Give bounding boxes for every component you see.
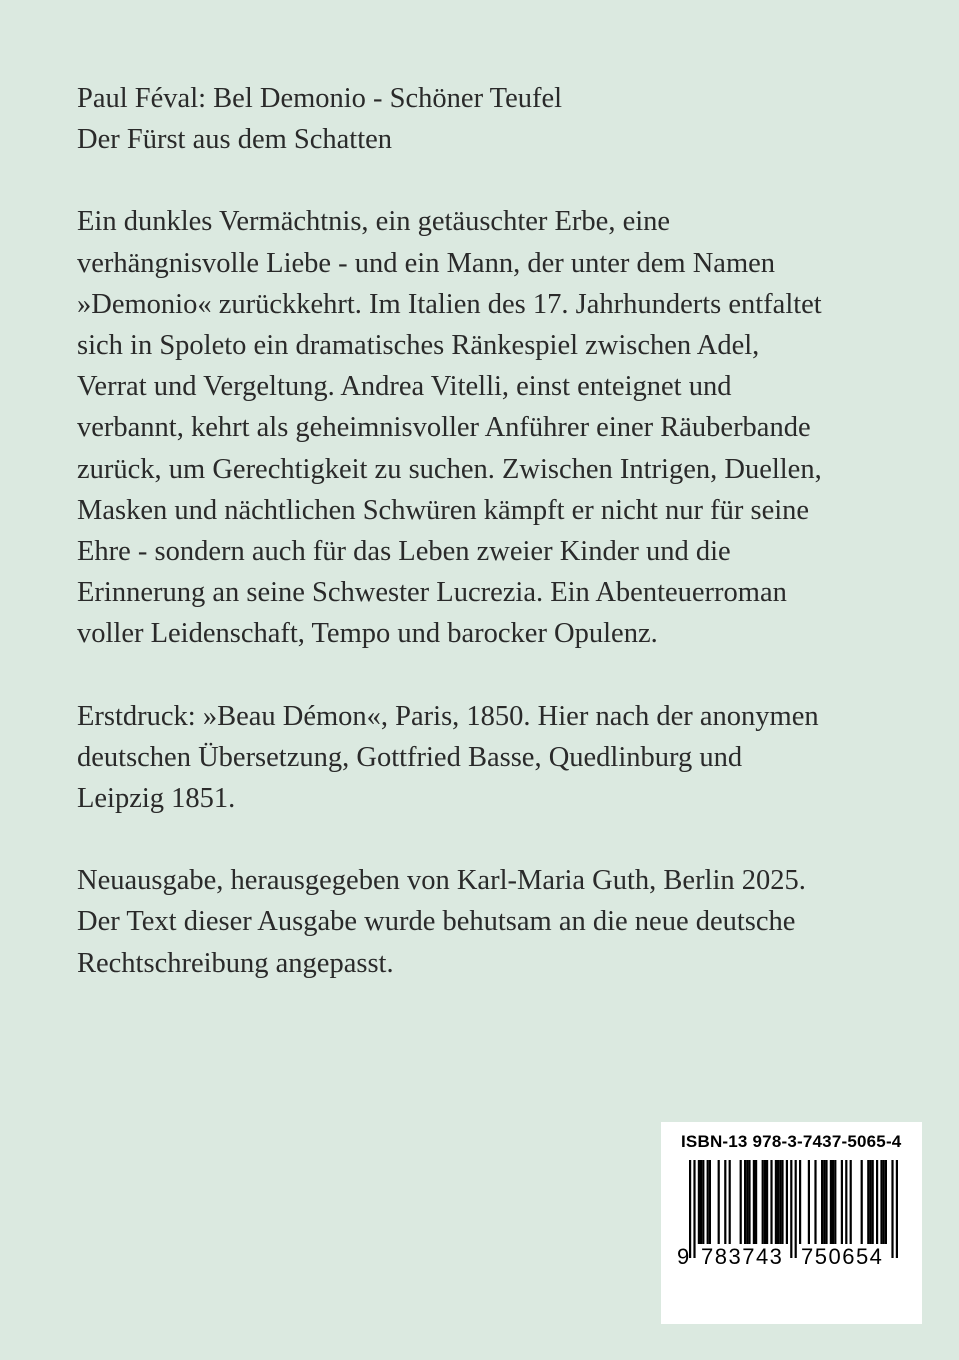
barcode-digit-left-group: 783743 xyxy=(701,1244,784,1269)
barcode-digit-right-group: 750654 xyxy=(801,1244,884,1269)
barcode-bar xyxy=(883,1160,885,1244)
new-edition-line: Der Text dieser Ausgabe wurde behutsam an die neue deutsche xyxy=(77,906,796,938)
barcode-bar xyxy=(781,1160,783,1244)
book-subtitle: Der Fürst aus dem Schatten xyxy=(77,124,393,156)
barcode-bar xyxy=(841,1160,843,1244)
new-edition-line: Neuausgabe, herausgegeben von Karl-Maria Guth, Berlin 2025. xyxy=(77,865,806,897)
title-block xyxy=(77,78,897,160)
barcode-bar xyxy=(795,1160,797,1258)
barcode-digit-first: 9 xyxy=(677,1244,690,1269)
barcode-bar xyxy=(777,1160,779,1244)
barcode-bar xyxy=(850,1160,852,1244)
barcode-bar xyxy=(830,1160,832,1244)
barcode-box xyxy=(661,1122,922,1324)
barcode-bar xyxy=(876,1160,878,1244)
barcode-bar xyxy=(885,1160,887,1244)
description-line: voller Leidenschaft, Tempo und barocker Opulenz. xyxy=(77,618,658,650)
first-print-line: Erstdruck: »Beau Démon«, Paris, 1850. Hier nach der anonymen xyxy=(77,700,819,732)
description-line: Ehre - sondern auch für das Leben zweier Kinder und die xyxy=(77,536,731,568)
barcode-bar xyxy=(834,1160,836,1244)
description-line: Ein dunkles Vermächtnis, ein getäuschter Erbe, eine xyxy=(77,206,671,238)
barcode-bar xyxy=(746,1160,748,1244)
barcode-bar xyxy=(823,1160,825,1244)
description-line: Masken und nächtlichen Schwüren kämpft er nicht nur für seine xyxy=(77,494,810,526)
barcode-bar xyxy=(748,1160,750,1244)
barcode-bar xyxy=(891,1160,893,1258)
barcode-bar xyxy=(740,1160,742,1244)
barcode-bar xyxy=(808,1160,810,1244)
first-print-line: deutschen Übersetzung, Gottfried Basse, Quedlinburg und xyxy=(77,741,743,773)
barcode-bar xyxy=(790,1160,792,1258)
first-print-line: Leipzig 1851. xyxy=(77,783,236,815)
barcode-bar xyxy=(799,1160,801,1244)
isbn-label: ISBN-13 978-3-7437-5065-4 xyxy=(681,1132,902,1151)
barcode-bar xyxy=(861,1160,863,1244)
barcode-bar xyxy=(700,1160,702,1244)
barcode-bar xyxy=(775,1160,777,1244)
description-line: »Demonio« zurückkehrt. Im Italien des 17. Jahrhunderts entfaltet xyxy=(77,288,822,320)
barcode-bar xyxy=(832,1160,834,1244)
description-line: zurück, um Gerechtigkeit zu suchen. Zwischen Intrigen, Duellen, xyxy=(77,453,822,485)
description-line: sich in Spoleto ein dramatisches Ränkespiel zwischen Adel, xyxy=(77,330,760,362)
description-paragraph xyxy=(77,201,897,654)
barcode-bar xyxy=(825,1160,827,1244)
description-line: Erinnerung an seine Schwester Lucrezia. Ein Abenteuerroman xyxy=(77,577,787,609)
barcode-bar xyxy=(770,1160,772,1244)
barcode-bar xyxy=(744,1160,746,1244)
barcode-bar xyxy=(707,1160,709,1244)
barcode-bar xyxy=(693,1160,695,1258)
barcode-bar xyxy=(718,1160,720,1244)
description-line: Verrat und Vergeltung. Andrea Vitelli, einst enteignet und xyxy=(77,371,732,403)
barcode-bar xyxy=(821,1160,823,1244)
barcode-bar xyxy=(755,1160,757,1244)
barcode-bar xyxy=(766,1160,768,1244)
barcode-bar xyxy=(872,1160,874,1244)
barcode-bar xyxy=(729,1160,731,1244)
barcode-bar xyxy=(762,1160,764,1244)
barcode-bar xyxy=(724,1160,726,1244)
barcode-bar xyxy=(896,1160,898,1258)
barcode-bar xyxy=(753,1160,755,1244)
description-line: verhängnisvolle Liebe - und ein Mann, der unter dem Namen xyxy=(77,247,776,279)
barcode-bar xyxy=(702,1160,704,1244)
barcode-bar xyxy=(786,1160,788,1244)
barcode-bar xyxy=(764,1160,766,1244)
barcode-bar xyxy=(709,1160,711,1244)
barcode-bar xyxy=(814,1160,816,1244)
barcode-bar xyxy=(880,1160,882,1244)
barcode-bar xyxy=(845,1160,847,1244)
description-line: verbannt, kehrt als geheimnisvoller Anführer einer Räuberbande xyxy=(77,412,811,444)
new-edition-paragraph xyxy=(77,860,897,984)
first-print-paragraph xyxy=(77,696,897,820)
barcode-bar xyxy=(867,1160,869,1244)
barcode-bar xyxy=(869,1160,871,1244)
barcode-bar xyxy=(779,1160,781,1244)
new-edition-line: Rechtschreibung angepasst. xyxy=(77,947,394,979)
book-title: Paul Féval: Bel Demonio - Schöner Teufel xyxy=(77,83,563,114)
back-cover-text xyxy=(77,78,897,984)
barcode-bar xyxy=(689,1160,691,1258)
barcode-bar xyxy=(698,1160,700,1244)
